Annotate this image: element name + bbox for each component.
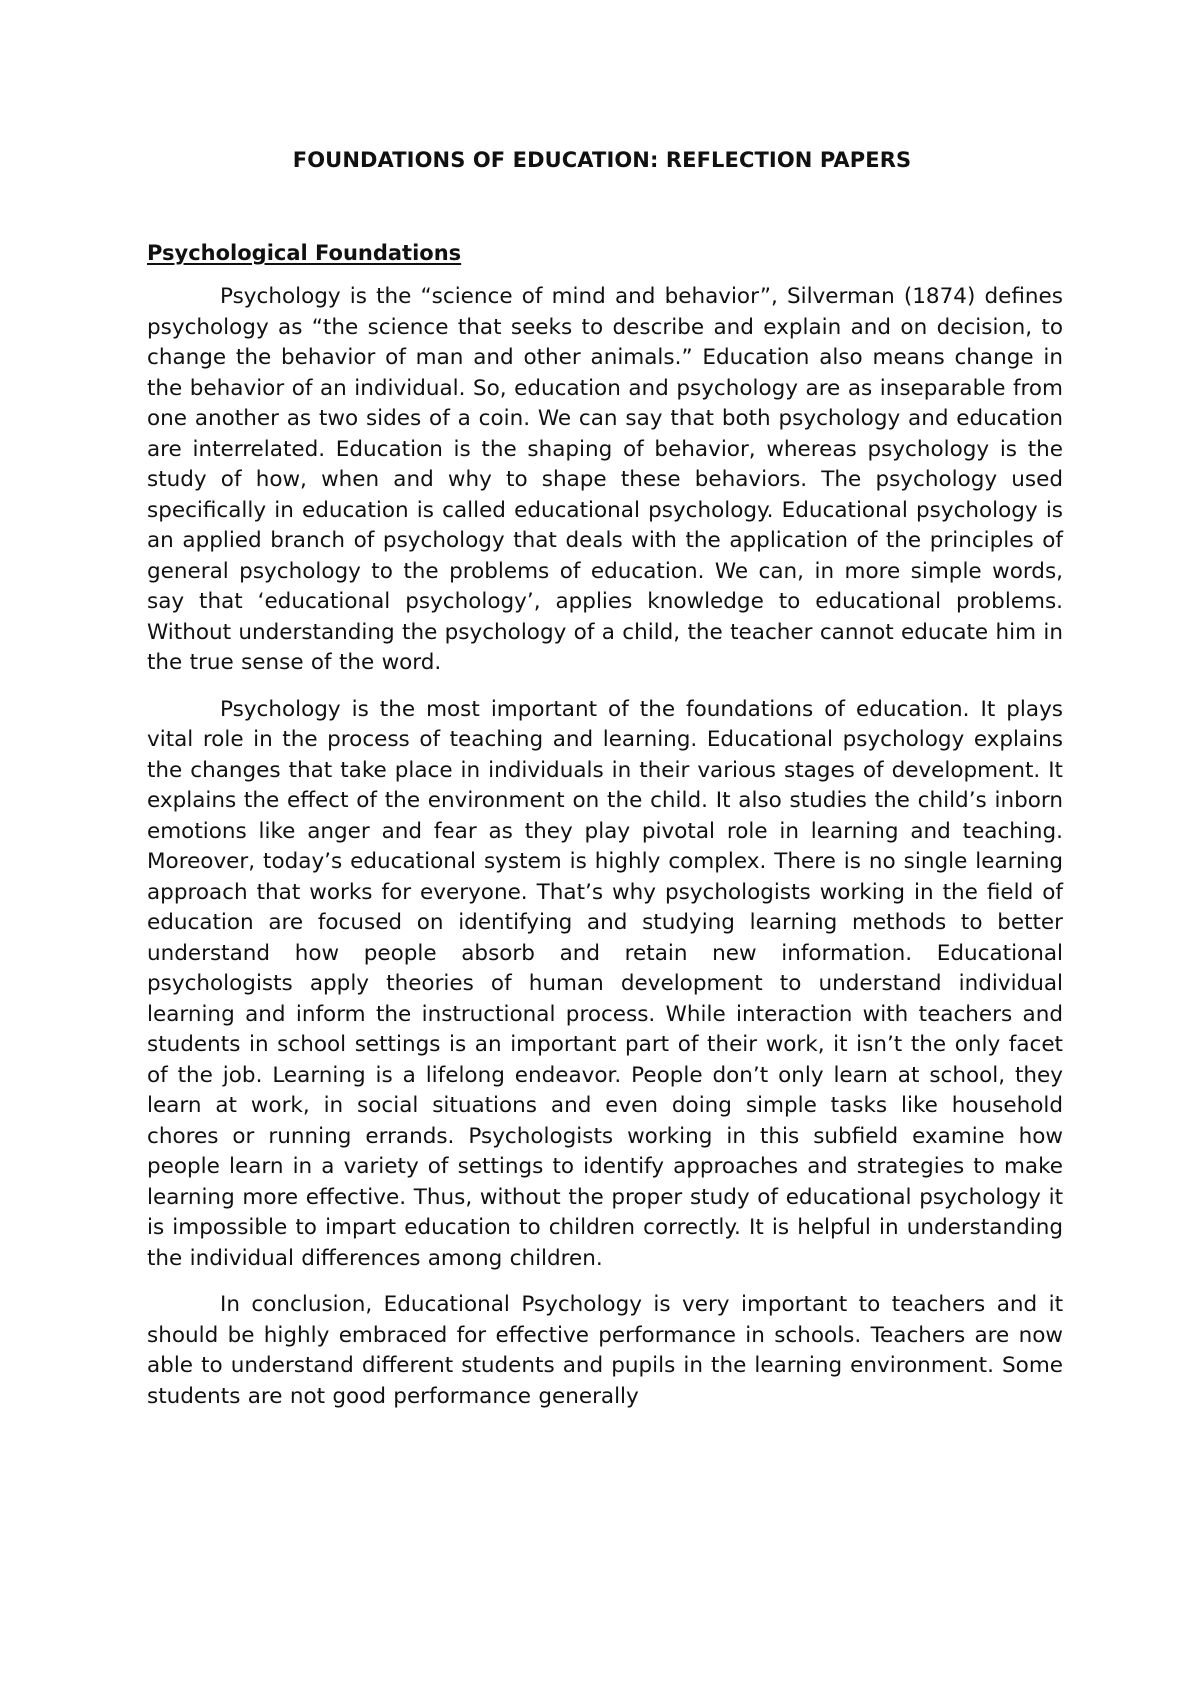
paragraph-2: Psychology is the most important of the foundations of education. It plays vital role in the process of teaching and learning. Educational psychology explains the changes that take place in individuals in their various stages of development. It explains the effect of the environment on the child. It also studies the child’s inborn emotions like anger and fear as they play pivotal role in learning and teaching. Moreover, today’s educational system is highly complex. There is no single learning approach that works for everyone. That’s why psychologists working in the field of education are focused on identifying and studying learning methods to better understand how people absorb and retain new information. Educational psychologists apply theories of human development to understand individual learning and inform the instructional process. While interaction with teachers and students in school settings is an important part of their work, it isn’t the only facet of the job. Learning is a lifelong endeavor. People don’t only learn at school, they learn at work, in social situations and even doing simple tasks like household chores or running errands. Psychologists working in this subfield examine how people learn in a variety of settings to identify approaches and strategies to make learning more effective. Thus, without the proper study of educational psychology it is impossible to impart education to children correctly. It is helpful in understanding the individual differences among children. bbox=[147, 696, 1063, 1271]
paragraph-1: Psychology is the “science of mind and behavior”, Silverman (1874) defines psychology as “the science that seeks to describe and explain and on decision, to change the behavior of man and other animals.” Education also means change in the behavior of an individual. So, education and psychology are as inseparable from one another as two sides of a coin. We can say that both psychology and education are interrelated. Education is the shaping of behavior, whereas psychology is the study of how, when and why to shape these behaviors. The psychology used specifically in education is called educational psychology. Educational psychology is an applied branch of psychology that deals with the application of the principles of general psychology to the problems of education. We can, in more simple words, say that ‘educational psychology’, applies knowledge to educational problems. Without understanding the psychology of a child, the teacher cannot educate him in the true sense of the word. bbox=[147, 284, 1063, 675]
paragraph-3: In conclusion, Educational Psychology is very important to teachers and it should be highly embraced for effective performance in schools. Teachers are now able to understand different students and pupils in the learning environment. Some students are not good performance generally bbox=[147, 1292, 1063, 1409]
section-heading: Psychological Foundations bbox=[147, 241, 462, 265]
document-body bbox=[147, 282, 1063, 1428]
document-title: FOUNDATIONS OF EDUCATION: REFLECTION PAPERS bbox=[292, 148, 912, 172]
